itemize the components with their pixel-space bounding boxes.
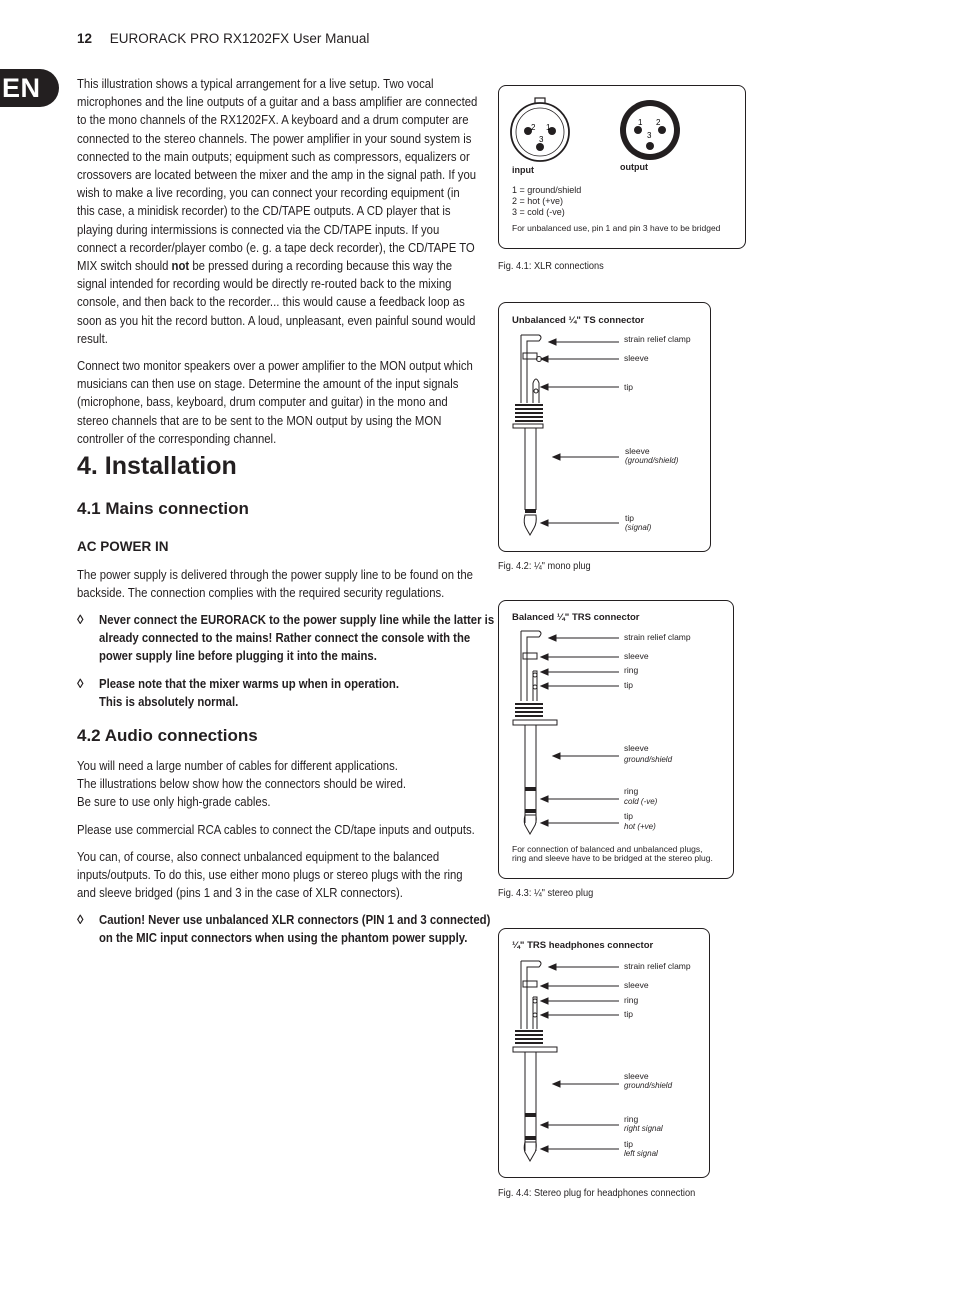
stereo-note-1: For connection of balanced and unbalanced plugs, — [512, 844, 703, 854]
headphones-ring2-sub: right signal — [624, 1124, 663, 1133]
stereo-tip-label: tip — [624, 680, 633, 690]
mono-tip-label: tip — [624, 382, 633, 392]
fig-4-2-caption: Fig. 4.2: ¼" mono plug — [498, 560, 591, 572]
svg-text:2: 2 — [531, 123, 536, 132]
stereo-plug-drawing — [499, 601, 733, 878]
ac-power-subtitle: AC POWER IN — [77, 539, 169, 554]
xlr-legend-2: 2 = hot (+ve) — [512, 196, 564, 206]
headphones-ring-label: ring — [624, 995, 639, 1005]
headphones-clamp-label: strain relief clamp — [624, 961, 691, 971]
diamond-icon: ◊ — [77, 676, 84, 691]
stereo-ring2-label: ring — [624, 786, 639, 796]
fig-4-3-caption: Fig. 4.3: ¼" stereo plug — [498, 887, 594, 899]
mono-title: Unbalanced ¼" TS connector — [512, 315, 645, 326]
language-tab: EN — [0, 69, 59, 107]
svg-text:3: 3 — [647, 131, 652, 140]
mains-title: 4.1 Mains connection — [77, 499, 249, 518]
xlr-figure — [498, 85, 746, 249]
mono-tip2-label: tip — [625, 513, 634, 523]
stereo-sleeve2-label: sleeve — [624, 743, 649, 753]
intro-text — [77, 75, 479, 448]
mono-tip2-sub: (signal) — [625, 523, 652, 532]
headphones-plug-figure — [498, 928, 710, 1178]
mono-sleeve-label: sleeve — [624, 353, 649, 363]
page-header — [77, 31, 369, 46]
stereo-sleeve2-sub: ground/shield — [624, 755, 673, 764]
fig-4-1-caption: Fig. 4.1: XLR connections — [498, 260, 604, 272]
mono-sleeve2-sub: (ground/shield) — [625, 456, 679, 465]
stereo-ring2-sub: cold (-ve) — [624, 797, 658, 806]
fig-4-4-caption: Fig. 4.4: Stereo plug for headphones connection — [498, 1187, 696, 1199]
stereo-tip2-label: tip — [624, 811, 633, 821]
headphones-tip2-label: tip — [624, 1139, 633, 1149]
xlr-input-label: input — [512, 165, 534, 175]
mono-sleeve2-label: sleeve — [625, 446, 650, 456]
mono-clamp-label: strain relief clamp — [624, 334, 691, 344]
headphones-tip-label: tip — [624, 1009, 633, 1019]
svg-text:3: 3 — [539, 135, 544, 144]
headphones-sleeve2-label: sleeve — [624, 1071, 649, 1081]
audio-text: You will need a large number of cables for different applications. The illustrations below show how the connectors should be wired. Be sure to use only high-grade cables. Please use commercial RCA cables to connect the CD/tape inputs and outputs. You can, of course, also connect unbalanced equipment to the balanced inputs/outputs. To do this, use either mono plugs or stereo plugs with the ring and sleeve bridged (pins 1 and 3 in the case of XLR connectors). — [77, 758, 475, 901]
audio-title: 4.2 Audio connections — [77, 726, 258, 745]
diamond-icon: ◊ — [77, 612, 84, 627]
intro-paragraph-1: This illustration shows a typical arrangement for a live setup. Two vocal microphones and the line outputs of a guitar and a bass amplifier are connected to the mono channels of the RX1202FX. A keyboard and a drum computer are connected to the stereo channels. The power amplifier in your sound system is connected to the main outputs; equipment such as compressors, equalizers or crossovers are located between the mixer and the amp in the signal path. If you wish to make a live recording, you can connect your recording equipment (in this case, a minidisk recorder) to the CD/TAPE outputs. A CD player that is playing during intermissions is connected via the CD/TAPE inputs. If you connect a recorder/player combo (e. g. a tape deck recorder), the CD/TAPE TO MIX switch should not be pressed during a recording because this way the signal intended for recording would be directly re-routed back to the mixing console, and then back to the recorder... this would cause a feedback loop as soon as you hit the record button. A loud, unpleasant, even painful sound would result. — [77, 76, 478, 346]
mono-plug-figure — [498, 302, 711, 552]
stereo-title: Balanced ¼" TRS connector — [512, 612, 640, 623]
xlr-note: For unbalanced use, pin 1 and pin 3 have to be bridged — [512, 223, 721, 233]
page-number: 12 — [77, 31, 93, 46]
svg-text:1: 1 — [638, 118, 643, 127]
manual-title: EURORACK PRO RX1202FX User Manual — [109, 31, 370, 46]
headphones-tip2-sub: left signal — [624, 1149, 658, 1158]
xlr-legend-1: 1 = ground/shield — [512, 185, 582, 195]
headphones-sleeve-label: sleeve — [624, 980, 649, 990]
svg-text:1: 1 — [546, 123, 551, 132]
diamond-icon: ◊ — [77, 912, 84, 927]
headphones-sleeve2-sub: ground/shield — [624, 1081, 673, 1090]
svg-text:2: 2 — [656, 118, 661, 127]
xlr-legend-3: 3 = cold (-ve) — [512, 207, 565, 217]
intro-paragraph-2: Connect two monitor speakers over a power amplifier to the MON output which musicians can then use on stage. Determine the amount of the input signals (microphone, bass, keyboard, drum computer and guitar) in the mono and stereo channels that are to be sent to the MON output by using the MON controller of the corresponding channel. — [77, 358, 473, 446]
mains-text: The power supply is delivered through the power supply line to be found on the backside. The connection complies with the required security regulations. — [77, 567, 473, 601]
stereo-ring-label: ring — [624, 665, 639, 675]
headphones-title: ¼" TRS headphones connector — [512, 940, 654, 951]
stereo-sleeve-label: sleeve — [624, 651, 649, 661]
headphones-ring2-label: ring — [624, 1114, 639, 1124]
section-title: 4. Installation — [77, 452, 237, 480]
stereo-plug-figure — [498, 600, 734, 879]
stereo-clamp-label: strain relief clamp — [624, 632, 691, 642]
stereo-tip2-sub: hot (+ve) — [624, 822, 656, 831]
xlr-output-label: output — [620, 162, 648, 172]
stereo-note-2: ring and sleeve have to be bridged at the stereo plug. — [512, 853, 713, 863]
